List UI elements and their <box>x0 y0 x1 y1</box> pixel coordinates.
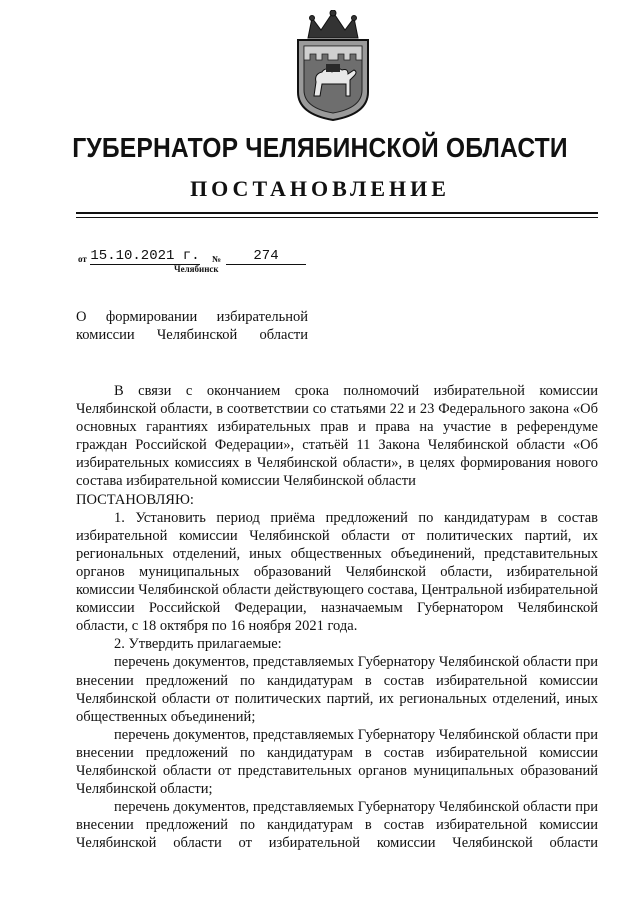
coat-of-arms-emblem <box>288 10 378 122</box>
document-list-item: перечень документов, представляемых Губернатору Челябинской области при внесении предложений по кандидатурам в состав избирательной комиссии Челябинской области от избирательной комиссии Челябинской области <box>76 799 598 852</box>
city-label: Челябинск <box>174 264 219 274</box>
document-list-item: перечень документов, представляемых Губернатору Челябинской области при внесении предложений по кандидатурам в состав избирательной комиссии Челябинской области от представительных органов муниципальных образований Челябинской области; <box>76 726 598 798</box>
decree-item-1: 1. Установить период приёма предложений по кандидатурам в состав избирательной комиссии Челябинской области от политических партий, их региональных отделений, иных общественных объединений, представительных органов муниципальных образований Челябинской области, избирательной комиссии Челябинской области действующего состава, Центральной избирательной комиссии Российской Федерации, назначаемым Губернатором Челябинской области, с 18 октября по 16 ноября 2021 года. <box>76 509 598 635</box>
document-type: ПОСТАНОВЛЕНИЕ <box>190 176 450 201</box>
document-date: 15.10.2021 г. <box>90 248 200 264</box>
subject-line-2: комиссии Челябинской области <box>76 327 308 343</box>
date-from-label: от <box>78 254 87 264</box>
subject-line-1: О формировании избирательной <box>76 309 308 325</box>
document-list-item: перечень документов, представляемых Губернатору Челябинской области при внесении предложений по кандидатурам в состав избирательной комиссии Челябинской области от политических партий, их региональных отделений, иных общественных объединений; <box>76 654 598 725</box>
document-subject <box>76 308 308 344</box>
document-body <box>76 382 598 852</box>
decree-word: ПОСТАНОВЛЯЮ: <box>76 491 194 508</box>
document-number: 274 <box>226 248 306 265</box>
header-rule-thin <box>76 217 598 218</box>
header-rule <box>76 212 598 214</box>
number-label: № <box>212 254 222 264</box>
issuer-title: ГУБЕРНАТОР ЧЕЛЯБИНСКОЙ ОБЛАСТИ <box>72 132 568 163</box>
decree-item-2: 2. Утвердить прилагаемые: <box>114 636 282 653</box>
preamble-paragraph: В связи с окончанием срока полномочий избирательной комиссии Челябинской области, в соответствии со статьями 22 и 23 Федерального закона «Об основных гарантиях избирательных прав и права на участие в референдуме граждан Российской Федерации», статьёй 11 Закона Челябинской области «Об избирательных комиссиях в Челябинской области», в целях формирования нового состава избирательной комиссии Челябинской области <box>76 383 598 490</box>
